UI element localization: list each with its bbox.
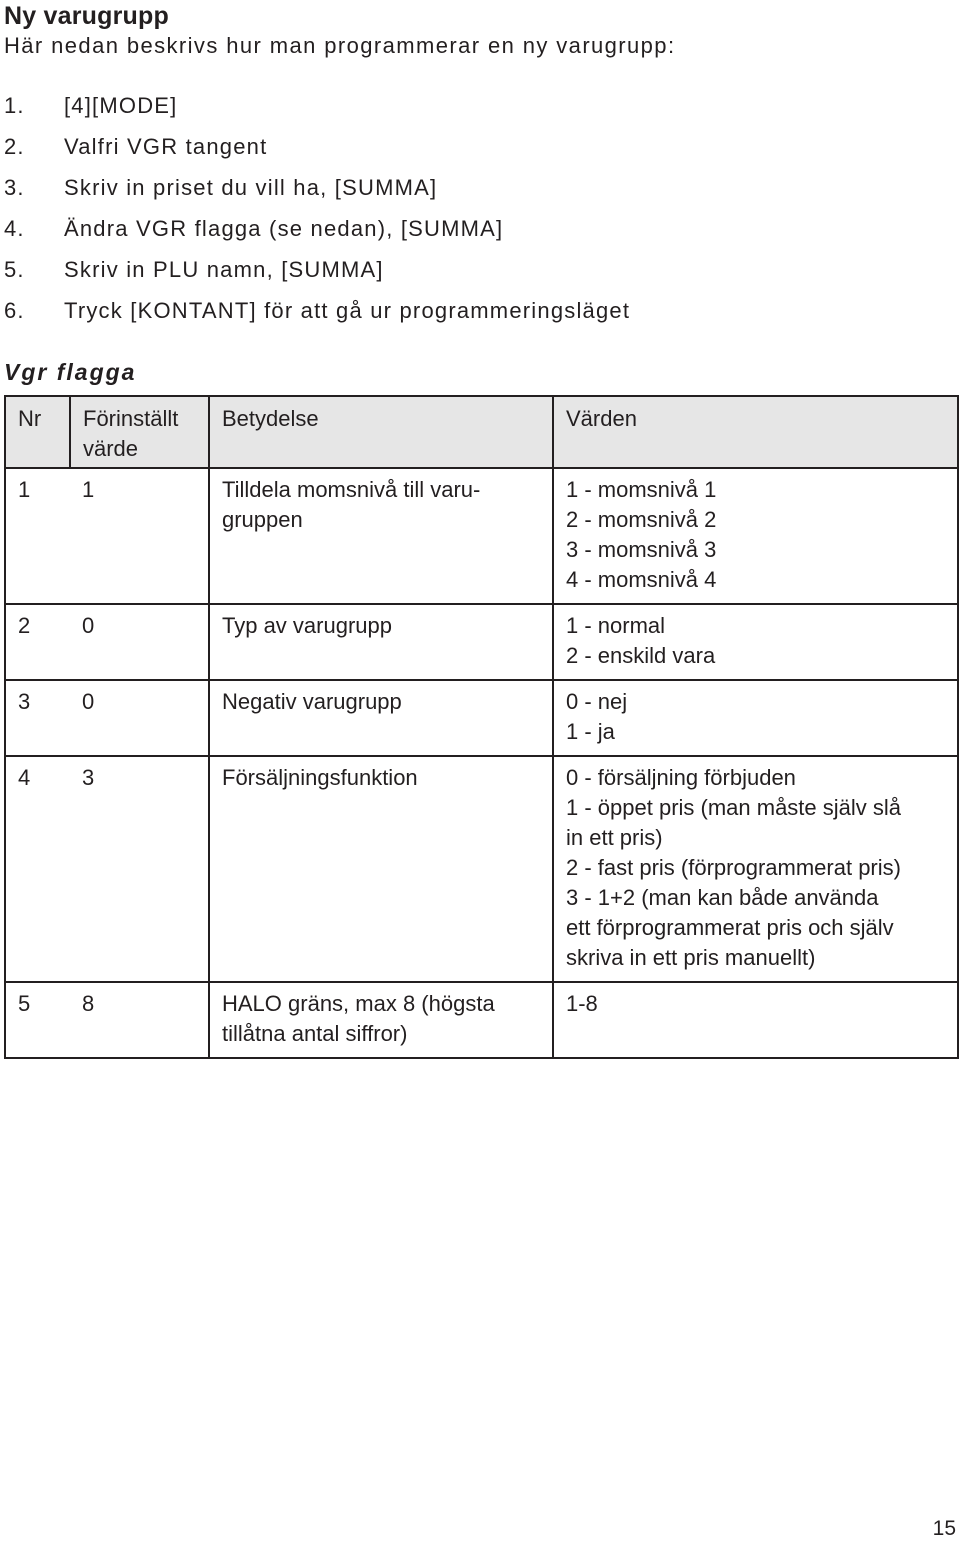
value-line: 1 - momsnivå 1: [566, 477, 717, 502]
cell-nr: 1: [5, 468, 70, 604]
cell-default-value: 3: [70, 756, 209, 982]
step-list: [4, 90, 630, 336]
section-title: Vgr flagga: [4, 359, 137, 385]
header-default-line: värde: [83, 436, 139, 461]
cell-default-value: 8: [70, 982, 209, 1058]
step-item: [4, 295, 630, 336]
value-line: in ett pris): [566, 825, 663, 850]
cell-meaning: [209, 982, 553, 1058]
cell-nr: 5: [5, 982, 70, 1058]
table-row: [5, 468, 958, 604]
table-row: [5, 680, 958, 756]
value-line: 2 - enskild vara: [566, 643, 716, 668]
page-title: Ny varugrupp: [4, 2, 169, 30]
value-line: skriva in ett pris manuellt): [566, 945, 816, 970]
step-text: Valfri VGR tangent: [64, 134, 268, 159]
step-number: 3.: [4, 175, 25, 200]
value-line: ett förprogrammerat pris och själv: [566, 915, 894, 940]
step-item: [4, 254, 630, 295]
header-nr: Nr: [5, 396, 70, 468]
meaning-line: Tilldela momsnivå till varu-: [222, 477, 481, 502]
step-text: Tryck [KONTANT] för att gå ur programmeringsläget: [64, 298, 631, 323]
step-item: [4, 90, 630, 131]
meaning-line: gruppen: [222, 507, 303, 532]
step-item: [4, 213, 630, 254]
table-header-row: [5, 396, 958, 468]
header-values: Värden: [553, 396, 958, 468]
step-number: 6.: [4, 298, 25, 323]
step-item: [4, 131, 630, 172]
value-line: 1-8: [566, 991, 598, 1016]
meaning-line: tillåtna antal siffror): [222, 1021, 408, 1046]
step-number: 2.: [4, 134, 25, 159]
cell-default-value: 0: [70, 680, 209, 756]
step-number: 4.: [4, 216, 25, 241]
header-default-line: Förinställt: [83, 406, 179, 431]
cell-values: [553, 604, 958, 680]
header-meaning: Betydelse: [209, 396, 553, 468]
cell-nr: 4: [5, 756, 70, 982]
table-row: [5, 982, 958, 1058]
step-text: Ändra VGR flagga (se nedan), [SUMMA]: [64, 216, 504, 241]
cell-values: [553, 756, 958, 982]
meaning-line: HALO gräns, max 8 (högsta: [222, 991, 495, 1016]
cell-values: [553, 982, 958, 1058]
table-row: [5, 604, 958, 680]
cell-meaning: [209, 604, 553, 680]
value-line: 0 - försäljning förbjuden: [566, 765, 796, 790]
meaning-line: Negativ varugrupp: [222, 689, 402, 714]
value-line: 1 - öppet pris (man måste själv slå: [566, 795, 902, 820]
step-item: [4, 172, 630, 213]
value-line: 1 - ja: [566, 719, 615, 744]
page-number: 15: [932, 1517, 956, 1540]
cell-meaning: [209, 468, 553, 604]
vgr-flag-table: [4, 395, 959, 1059]
step-text: [4][MODE]: [64, 93, 178, 118]
cell-default-value: 0: [70, 604, 209, 680]
cell-values: [553, 680, 958, 756]
cell-nr: 3: [5, 680, 70, 756]
header-default-value: [70, 396, 209, 468]
cell-values: [553, 468, 958, 604]
cell-default-value: 1: [70, 468, 209, 604]
step-text: Skriv in PLU namn, [SUMMA]: [64, 257, 384, 282]
table-row: [5, 756, 958, 982]
cell-meaning: [209, 680, 553, 756]
step-number: 1.: [4, 93, 25, 118]
step-number: 5.: [4, 257, 25, 282]
cell-nr: 2: [5, 604, 70, 680]
intro-text: Här nedan beskrivs hur man programmerar en ny varugrupp:: [4, 33, 676, 58]
value-line: 2 - fast pris (förprogrammerat pris): [566, 855, 901, 880]
meaning-line: Typ av varugrupp: [222, 613, 392, 638]
value-line: 2 - momsnivå 2: [566, 507, 717, 532]
value-line: 3 - 1+2 (man kan både använda: [566, 885, 879, 910]
value-line: 0 - nej: [566, 689, 628, 714]
meaning-line: Försäljningsfunktion: [222, 765, 418, 790]
value-line: 1 - normal: [566, 613, 666, 638]
cell-meaning: [209, 756, 553, 982]
step-text: Skriv in priset du vill ha, [SUMMA]: [64, 175, 438, 200]
value-line: 4 - momsnivå 4: [566, 567, 717, 592]
value-line: 3 - momsnivå 3: [566, 537, 717, 562]
